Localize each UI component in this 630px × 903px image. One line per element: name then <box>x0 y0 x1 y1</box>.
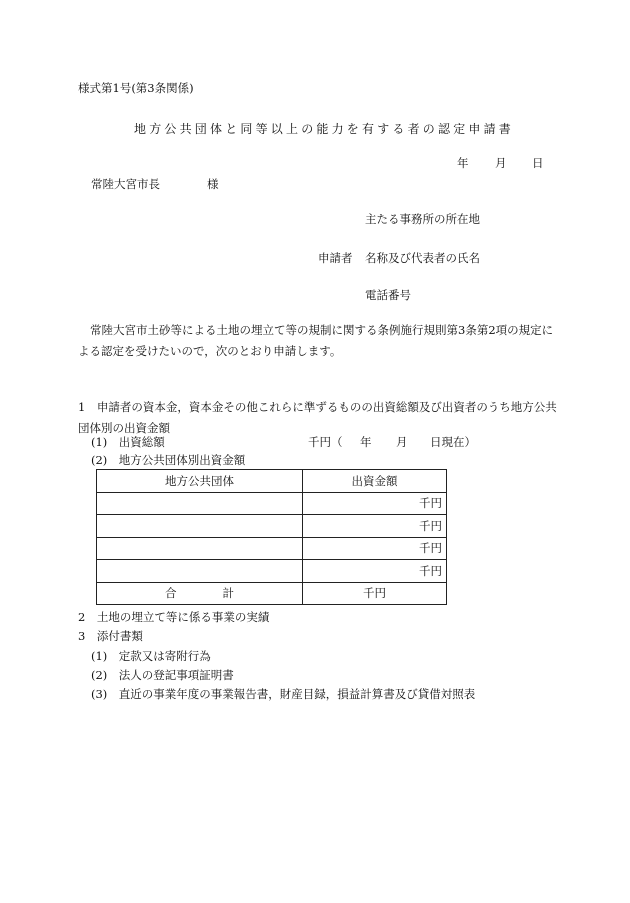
document-title: 地方公共団体と同等以上の能力を有する者の認定申請書 <box>134 122 515 136</box>
addressee-honorific: 様 <box>207 177 219 191</box>
table-header-amount: 出資金額 <box>303 470 447 493</box>
investment-table <box>96 469 447 605</box>
attachment-item: (3) 直近の事業年度の事業報告書，財産目録，損益計算書及び貸借対照表 <box>91 687 476 701</box>
intro-paragraph: 常陸大宮市土砂等による土地の埋立て等の規制に関する条例施行規則第3条第2項の規定による認定を受けたいので，次のとおり申請します。 <box>78 323 554 358</box>
table-cell-amount: 千円 <box>303 515 447 538</box>
applicant-office-address-label: 主たる事務所の所在地 <box>365 212 480 226</box>
addressee-name: 常陸大宮市長 <box>91 177 160 191</box>
date-year-label: 年 <box>457 156 469 170</box>
item1-month: 月 <box>396 435 408 449</box>
table-cell-entity <box>97 560 303 583</box>
section1-heading: 1 申請者の資本金，資本金その他これらに準ずるものの出資総額及び出資者のうち地方公共団体別の出資金額 <box>78 400 557 435</box>
item2-label: (2) 地方公共団体別出資金額 <box>91 453 246 467</box>
item1-unit: 千円（ <box>308 435 343 449</box>
form-number: 様式第1号(第3条関係) <box>78 81 194 95</box>
table-header-entity: 地方公共団体 <box>97 470 303 493</box>
item1-suffix: 日現在） <box>430 435 476 449</box>
applicant-name-rep-label: 名称及び代表者の氏名 <box>365 251 480 265</box>
table-cell-amount: 千円 <box>303 537 447 560</box>
table-total-amount: 千円 <box>303 582 447 605</box>
attachment-item: (1) 定款又は寄附行為 <box>91 649 211 663</box>
table-cell-amount: 千円 <box>303 560 447 583</box>
table-cell-entity <box>97 537 303 560</box>
table-row <box>97 515 447 538</box>
table-row <box>97 537 447 560</box>
item1-label: (1) 出資総額 <box>91 435 165 449</box>
table-cell-amount: 千円 <box>303 492 447 515</box>
table-cell-entity <box>97 515 303 538</box>
applicant-label: 申請者 <box>318 251 353 265</box>
date-day-label: 日 <box>532 156 544 170</box>
applicant-phone-label: 電話番号 <box>365 288 411 302</box>
item1-year: 年 <box>360 435 372 449</box>
date-month-label: 月 <box>495 156 507 170</box>
attachment-item: (2) 法人の登記事項証明書 <box>91 668 234 682</box>
section3-heading: 3 添付書類 <box>78 629 143 643</box>
table-total-label: 合 計 <box>97 582 303 605</box>
table-row <box>97 560 447 583</box>
table-total-row <box>97 582 447 605</box>
table-cell-entity <box>97 492 303 515</box>
table-row <box>97 492 447 515</box>
section2-heading: 2 土地の埋立て等に係る事業の実績 <box>78 610 270 624</box>
table-header-row <box>97 470 447 493</box>
